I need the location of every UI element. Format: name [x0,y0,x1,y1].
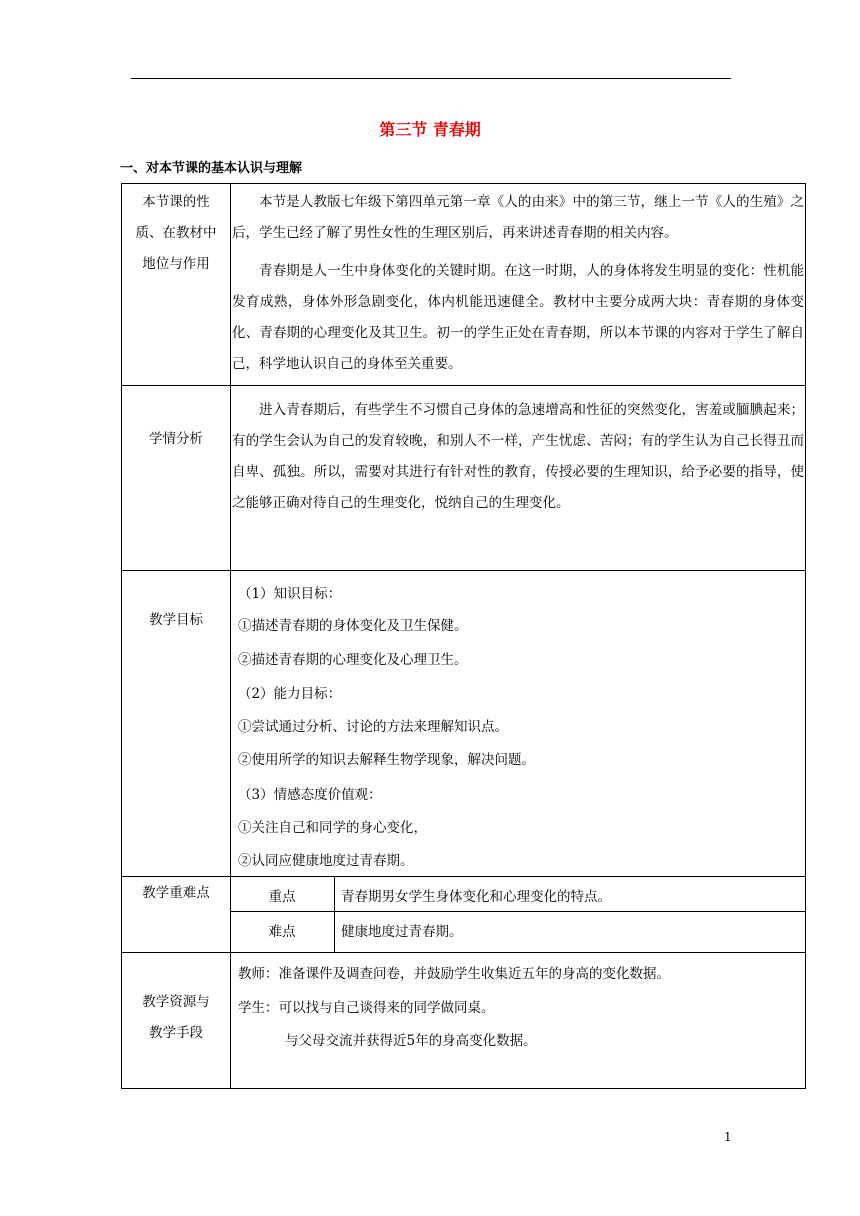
row-divider-4 [121,952,806,953]
row-divider-1 [121,385,806,386]
key-point-text: 青春期男女学生身体变化和心理变化的特点。 [341,889,611,905]
row-label-role: 本节课的性质、在教材中地位与作用 [135,194,217,272]
row-label-resources: 教学资源与教学手段 [142,994,210,1041]
table-column-divider [230,183,231,1089]
row-label-key-difficult: 教学重难点 [142,885,210,901]
key-point-label: 重点 [268,889,296,905]
subcolumn-divider [334,876,335,952]
objective-line: （1）知识目标： [238,586,342,602]
objective-line: ①尝试通过分析、讨论的方法来理解知识点。 [238,719,508,735]
objective-line: （2）能力目标： [238,686,342,702]
row-divider-3 [121,876,806,877]
row2-paragraph: 进入青春期后，有些学生不习惯自己身体的急速增高和性征的突然变化，害羞或腼腆起来；有的学生会认为自己的发育较晚，和别人不一样，产生忧虑、苦闷；有的学生认为自己长得丑而自卑、孤独。所以，需要对其进行有针对性的教育，传授必要的生理知识，给予必要的指导，使之能够正确对待自己的生理变化，悦纳自己的生理变化。 [232,402,804,511]
row-divider-2 [121,570,806,571]
difficult-point-label: 难点 [268,924,296,940]
row1-paragraph-2: 青春期是人一生中身体变化的关键时期。在这一时期，人的身体将发生明显的变化：性机能发育成熟，身体外形急剧变化，体内机能迅速健全。教材中主要分成两大块：青春期的身体变化、青春期的心理变化及其卫生。初一的学生正处在青春期，所以本节课的内容对于学生了解自己，科学地认识自己的身体至关重要。 [232,263,804,372]
row-label-student-analysis: 学情分析 [149,431,203,447]
objective-line: ①关注自己和同学的身心变化， [238,820,427,836]
objective-line: ②使用所学的知识去解释生物学现象，解决问题。 [238,752,535,768]
section-heading: 一、对本节课的基本认识与理解 [120,161,303,176]
page-number: 1 [724,1130,732,1144]
document-title: 第三节 青春期 [379,120,481,139]
header-rule [131,78,731,79]
objective-line: ②认同应健康地度过青春期。 [238,853,414,869]
objective-line: ①描述青春期的身体变化及卫生保健。 [238,618,468,634]
resource-line-parents: 与父母交流并获得近5年的身高变化数据。 [285,1033,537,1049]
resource-line-teacher: 教师：准备课件及调查问卷，并鼓励学生收集近五年的身高的变化数据。 [238,966,670,982]
objective-line: ②描述青春期的心理变化及心理卫生。 [238,652,468,668]
resource-line-student: 学生：可以找与自己谈得来的同学做同桌。 [238,1000,495,1016]
subrow-divider [230,911,806,912]
row-label-objectives: 教学目标 [149,612,203,628]
difficult-point-text: 健康地度过青春期。 [341,924,463,940]
row1-paragraph-1: 本节是人教版七年级下第四单元第一章《人的由来》中的第三节，继上一节《人的生殖》之后，学生已经了解了男性女性的生理区别后，再来讲述青春期的相关内容。 [232,194,804,241]
objective-line: （3）情感态度价值观： [238,787,382,803]
